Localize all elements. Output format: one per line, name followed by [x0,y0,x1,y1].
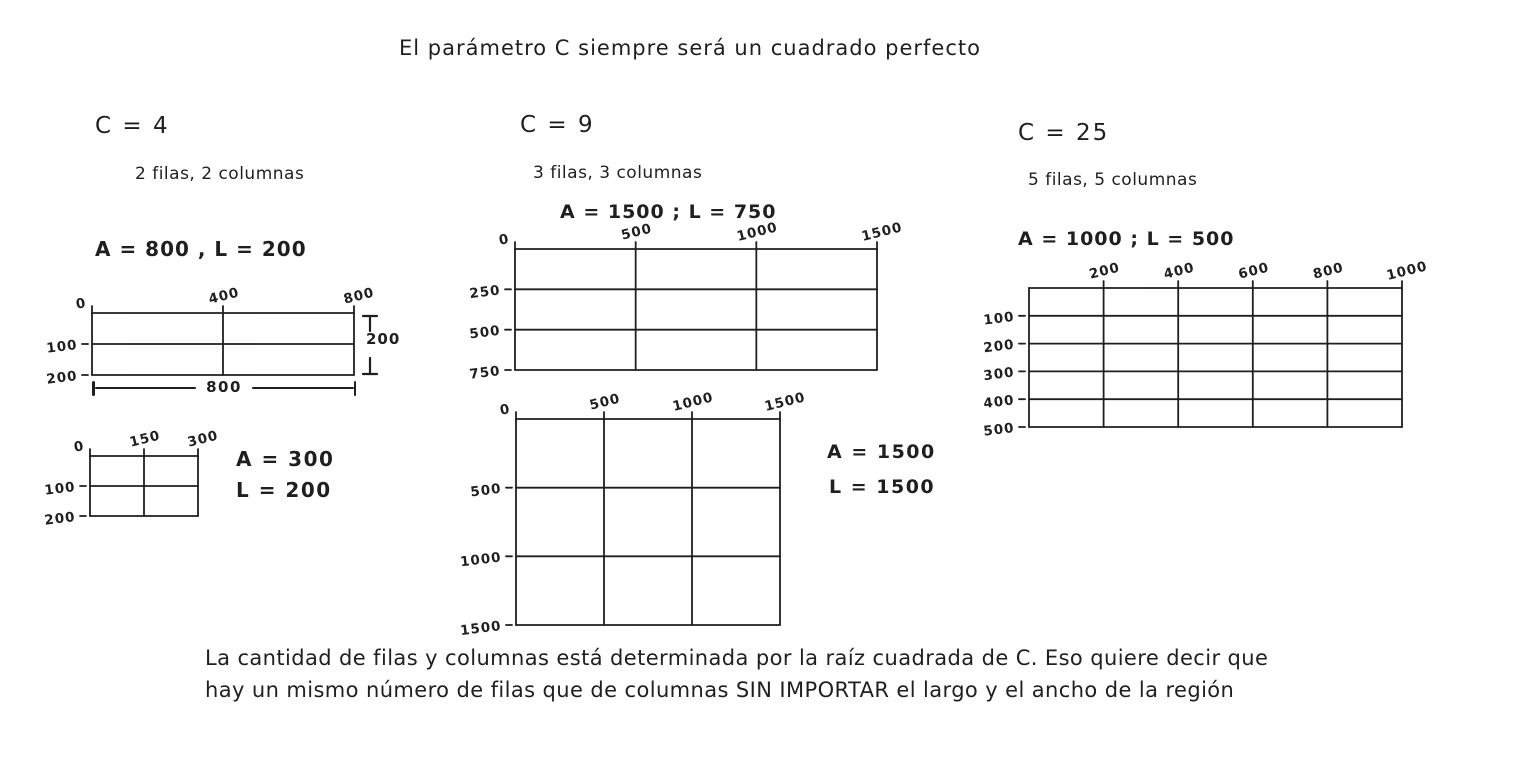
axis-label: 100 [43,479,77,499]
axis-label: 800 [341,284,377,308]
axis-label: 400 [206,284,242,308]
axis-label: 600 [1236,259,1271,283]
axis-label: 300 [982,364,1016,385]
axis-label: 1000 [1384,258,1430,284]
grid-c4-main [40,281,406,388]
axis-label: 400 [1162,259,1197,283]
grid-c9-square-annotation-l: L = 1500 [829,476,936,498]
grid-c9-square [459,387,832,640]
grid-c25 [977,256,1454,440]
section-c25-params: A = 1000 ; L = 500 [1018,228,1235,250]
grid-svg [459,387,832,640]
axis-label: 400 [982,392,1016,412]
axis-label: 1000 [735,219,780,245]
axis-label: 1000 [670,389,716,415]
axis-label: 1000 [459,549,503,571]
grid-c9-wide [463,217,929,383]
width-dimension-label: 800 [206,378,242,396]
axis-label: 1500 [762,389,808,415]
axis-label: 1500 [459,618,503,640]
axis-label: 0 [498,401,512,419]
axis-label: 200 [982,336,1016,357]
axis-label: 500 [587,390,623,414]
footer-line-1: La cantidad de filas y columnas está determinada por la raíz cuadrada de C. Eso quiere decir que [205,646,1269,670]
grid-c4-small [38,424,250,529]
section-c25-heading: C = 25 [1018,120,1110,146]
axis-label: 150 [127,427,163,451]
axis-label: 500 [468,322,502,343]
grid-svg [38,424,250,529]
axis-label: 100 [982,308,1016,329]
section-c4-dims: 2 filas, 2 columnas [135,164,305,184]
axis-label: 1500 [859,219,905,245]
section-c4-heading: C = 4 [95,113,170,139]
grid-c4-small-annotation-a: A = 300 [236,447,335,471]
grid-svg [40,281,406,388]
axis-label: 200 [43,509,77,529]
section-c9-dims: 3 filas, 3 columnas [533,163,703,183]
axis-label: 500 [982,420,1016,440]
axis-label: 500 [469,480,503,501]
section-c25-dims: 5 filas, 5 columnas [1028,170,1198,190]
dimension-line [252,387,354,389]
height-dimension-label: 200 [366,330,401,348]
axis-label: 250 [468,282,502,303]
axis-label: 0 [72,438,86,456]
dimension-end-cap [354,381,357,396]
footer-line-2: hay un mismo número de filas que de columnas SIN IMPORTAR el largo y el ancho de la región [205,678,1235,702]
axis-label: 200 [1087,259,1122,283]
section-c9-params: A = 1500 ; L = 750 [560,201,777,223]
axis-label: 500 [619,220,654,244]
section-c9-heading: C = 9 [520,112,595,138]
axis-label: 0 [74,295,88,313]
axis-label: 100 [45,337,79,357]
dimension-line [95,387,197,389]
axis-label: 200 [45,368,79,388]
axis-label: 0 [497,231,511,249]
axis-label: 750 [468,363,502,383]
grid-c9-square-annotation-a: A = 1500 [827,441,936,463]
grid-svg [463,217,929,383]
width-dimension-bracket [92,380,356,396]
page-title: El parámetro C siempre será un cuadrado perfecto [399,36,981,60]
axis-label: 800 [1311,259,1346,283]
axis-label: 300 [185,427,221,451]
section-c4-params: A = 800 , L = 200 [95,237,307,261]
grid-svg [977,256,1454,440]
grid-c4-small-annotation-l: L = 200 [236,478,332,502]
